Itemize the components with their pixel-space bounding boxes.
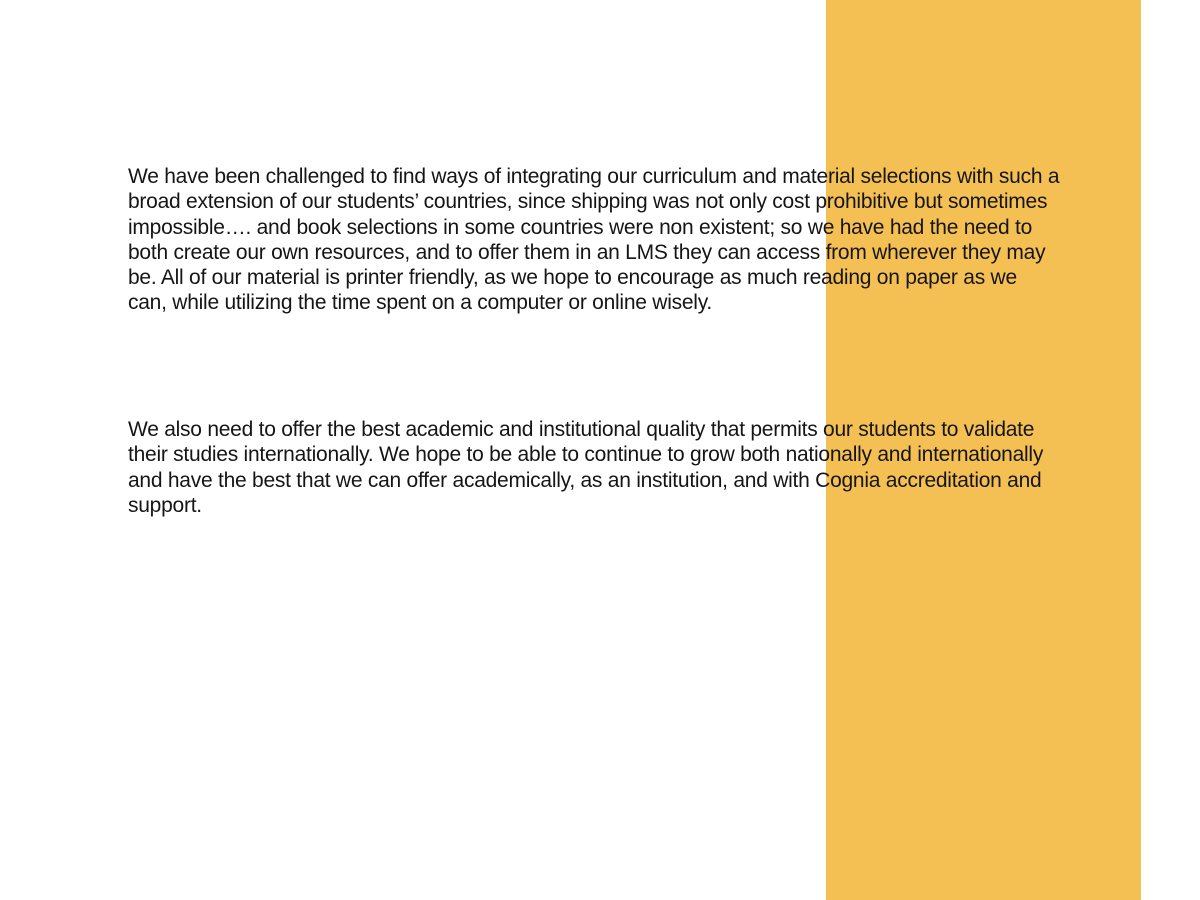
paragraph-academic-quality: We also need to offer the best academic and institutional quality that permits our students to validate their studies internationally. We hope to be able to continue to grow both nationally and internationally and have the best that we can offer academically, as an institution, and with Cognia accreditation and support. (128, 418, 1044, 517)
paragraph-resources-challenge: We have been challenged to find ways of integrating our curriculum and material selections with such a broad extension of our students’ countries, since shipping was not only cost prohibitive but sometimes impossible…. and book selections in some countries were non existent; so we have had the need to both create our own resources, and to offer them in an LMS they can access from wherever they may be. All of our material is printer friendly, as we hope to encourage as much reading on paper as we can, while utilizing the time spent on a computer or online wisely. (128, 165, 1060, 315)
